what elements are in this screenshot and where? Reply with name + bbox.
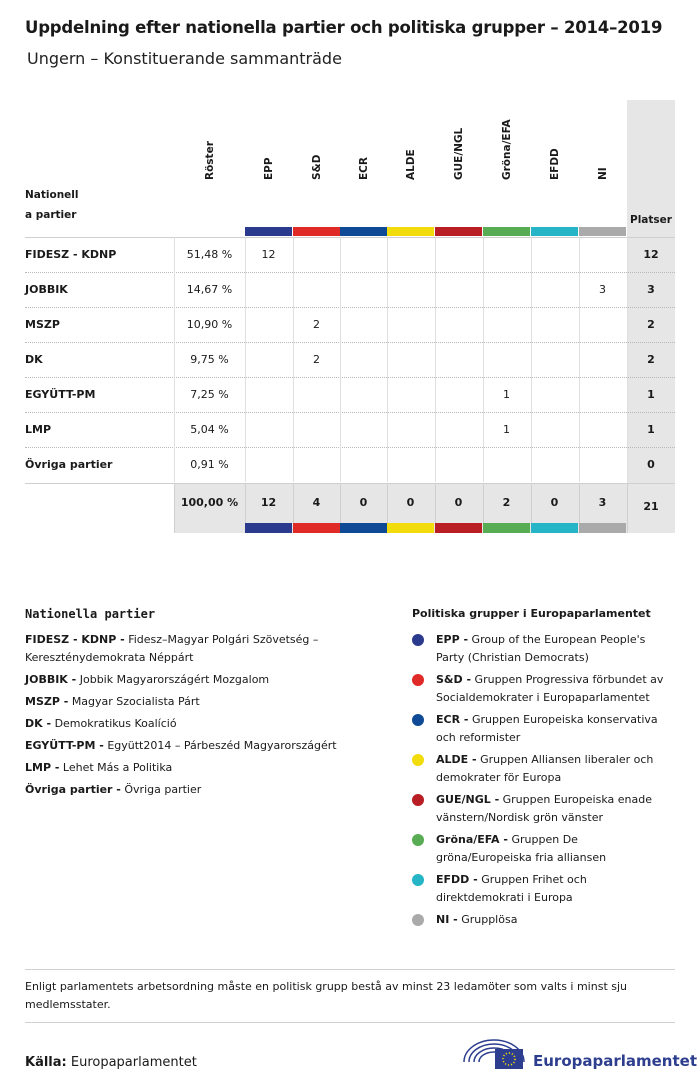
group-full-name: Gruppen Progressiva förbundet av Socialdemokrater i Europaparlamentet [436,673,664,704]
group-legend-text [436,671,676,707]
cell-divider [293,272,294,307]
party-seats: 1 [647,423,655,436]
cell-divider [387,307,388,342]
party-full-name: Övriga partier [124,783,202,796]
group-full-name: Gruppen Europeiska enade vänstern/Nordisk grön vänster [436,793,652,824]
cell-divider [483,412,484,447]
cell-divider [579,307,580,342]
cell-divider [627,272,628,307]
cell-divider [531,412,532,447]
cell-divider [245,307,246,342]
cell-divider [293,412,294,447]
cell-divider [579,412,580,447]
cell-divider [627,447,628,482]
seat-cell: 12 [261,248,276,261]
total-seat-cell: 3 [598,496,607,509]
cell-divider [245,237,246,272]
divider [25,969,675,970]
cell-divider [627,307,628,342]
national-parties-header [25,185,79,225]
group-header-sd: S&D [311,154,323,180]
group-full-name: Gruppen Frihet och direktdemokrati i Europa [436,873,587,904]
cell-divider [340,307,341,342]
european-parliament-logo [460,1032,698,1072]
seat-cell: 1 [503,388,510,401]
cell-divider [627,342,628,377]
party-name: Övriga partier [25,458,113,471]
group-legend-item [412,871,677,907]
cell-divider [387,237,388,272]
divider [25,1022,675,1023]
party-votes: 0,91 % [190,458,229,471]
cell-divider [387,447,388,482]
cell-divider [579,342,580,377]
cell-divider [483,447,484,482]
group-legend-text [436,631,676,667]
page-title: Uppdelning efter nationella partier och politiska grupper – 2014–2019 [25,18,663,37]
cell-divider [531,237,532,272]
party-votes: 51,48 % [186,248,233,261]
cell-divider [245,272,246,307]
cell-divider [483,377,484,412]
group-color-bar [340,523,387,533]
national-party-legend-item [25,715,355,733]
row-separator [25,307,675,308]
cell-divider [340,342,341,377]
group-legend-text [436,711,676,747]
group-full-name: Gruppen De gröna/Europeiska fria alliansen [436,833,607,864]
row-separator [25,377,675,378]
group-color-bar [579,523,626,533]
party-full-name: Lehet Más a Politika [62,761,173,774]
cell-divider [293,342,294,377]
cell-divider [293,307,294,342]
party-abbr: DK - [25,717,52,730]
cell-divider [435,307,436,342]
group-legend-text [436,831,676,867]
party-full-name: Magyar Szocialista Párt [71,695,200,708]
seats-header: Platser [630,214,672,226]
seat-cell: 2 [313,318,320,331]
cell-divider [531,307,532,342]
group-full-name: Gruppen Alliansen liberaler och demokrater för Europa [436,753,654,784]
cell-divider [435,272,436,307]
party-abbr: EGYÜTT-PM - [25,739,104,752]
cell-divider [483,342,484,377]
group-color-dot-icon [412,634,424,646]
national-parties-legend-title: Nationella partier [25,607,156,621]
cell-divider [387,342,388,377]
total-seat-cell: 0 [454,496,463,509]
cell-divider [174,237,175,272]
cell-divider [174,307,175,342]
national-party-legend-item [25,781,355,799]
party-full-name: Fidesz–Magyar Polgári Szövetség – Kereszténydemokrata Néppárt [25,633,319,664]
group-header-alde: ALDE [405,149,417,180]
cell-divider [531,447,532,482]
row-separator [25,272,675,273]
results-table [25,100,675,533]
cell-divider [435,342,436,377]
group-legend-item [412,911,677,947]
total-seat-cell: 0 [406,496,415,509]
group-legend-item [412,671,677,707]
party-abbr: Övriga partier - [25,783,121,796]
group-abbr: NI - [436,913,458,926]
group-header-grnaefa: Gröna/EFA [501,119,513,180]
group-header-ecr: ECR [358,157,370,180]
group-full-name: Group of the European People's Party (Christian Democrats) [436,633,646,664]
cell-divider [579,447,580,482]
cell-divider [245,447,246,482]
party-name: LMP [25,423,52,436]
party-full-name: Jobbik Magyarországért Mozgalom [79,673,270,686]
group-abbr: GUE/NGL - [436,793,500,806]
group-color-dot-icon [412,914,424,926]
party-seats: 12 [643,248,659,261]
party-abbr: LMP - [25,761,60,774]
source-value: Europaparlamentet [70,1055,197,1070]
group-legend-item [412,711,677,747]
national-party-legend-item [25,759,355,777]
cell-divider [245,377,246,412]
total-seat-cell: 4 [312,496,321,509]
group-header-efdd: EFDD [549,148,561,180]
group-abbr: Gröna/EFA - [436,833,508,846]
cell-divider [483,237,484,272]
cell-divider [293,237,294,272]
group-color-bar [435,523,482,533]
party-votes: 14,67 % [186,283,233,296]
group-color-bar [245,227,292,236]
cell-divider [579,272,580,307]
cell-divider [531,377,532,412]
group-color-dot-icon [412,874,424,886]
total-seats: 21 [643,500,659,513]
cell-divider [293,377,294,412]
cell-divider [245,342,246,377]
cell-divider [387,412,388,447]
party-full-name: Demokratikus Koalíció [54,717,177,730]
footnote: Enligt parlamentets arbetsordning måste en politisk grupp bestå av minst 23 ledamöter som valts i minst sju medlemsstater. [25,980,628,1011]
logo-text: Europaparlamentet [533,1052,698,1070]
cell-divider [340,377,341,412]
cell-divider [579,237,580,272]
group-header-guengl: GUE/NGL [453,127,465,180]
cell-divider [340,447,341,482]
group-color-dot-icon [412,674,424,686]
national-parties-header-line2: a partier [25,209,77,221]
party-name: MSZP [25,318,60,331]
total-seat-cell: 2 [502,496,511,509]
group-full-name: Grupplösa [461,913,518,926]
group-color-dot-icon [412,754,424,766]
cell-divider [245,412,246,447]
total-seat-cell: 0 [550,496,559,509]
party-votes: 5,04 % [190,423,229,436]
group-color-bar [435,227,482,236]
group-color-bar [483,227,530,236]
group-full-name: Gruppen Europeiska konservativa och reformister [436,713,658,744]
party-name: DK [25,353,43,366]
national-party-legend-item [25,671,355,689]
row-separator [25,412,675,413]
cell-divider [174,342,175,377]
party-abbr: FIDESZ - KDNP - [25,633,125,646]
cell-divider [387,272,388,307]
national-party-legend-item [25,631,355,667]
cell-divider [340,237,341,272]
party-abbr: JOBBIK - [25,673,77,686]
seat-cell: 3 [599,283,606,296]
row-separator [25,342,675,343]
national-parties-header-line1: Nationell [25,189,79,201]
group-color-bar [293,227,340,236]
party-votes: 7,25 % [190,388,229,401]
total-votes: 100,00 % [180,496,239,509]
group-legend-item [412,751,677,787]
party-seats: 1 [647,388,655,401]
group-abbr: EPP - [436,633,469,646]
cell-divider [579,377,580,412]
parliament-hemicycle-icon [460,1032,530,1072]
seat-cell: 2 [313,353,320,366]
page-subtitle: Ungern – Konstituerande sammanträde [27,49,342,68]
group-color-dot-icon [412,834,424,846]
party-votes: 10,90 % [186,318,233,331]
cell-divider [340,272,341,307]
source-label: Källa: [25,1055,67,1070]
group-color-bar [531,523,578,533]
group-color-bar [531,227,578,236]
group-legend-item [412,831,677,867]
header-rule [25,237,675,238]
cell-divider [627,377,628,412]
cell-divider [531,342,532,377]
group-color-bar [245,523,292,533]
group-legend-text [436,911,676,929]
group-color-bar [387,523,434,533]
group-legend-item [412,631,677,667]
party-name: FIDESZ - KDNP [25,248,117,261]
party-votes: 9,75 % [190,353,229,366]
group-legend-item [412,791,677,827]
cell-divider [483,272,484,307]
group-abbr: ALDE - [436,753,477,766]
party-seats: 3 [647,283,655,296]
group-legend-text [436,751,676,787]
groups-legend-title: Politiska grupper i Europaparlamentet [412,607,651,620]
totals-rule [25,483,675,484]
cell-divider [174,377,175,412]
cell-divider [174,412,175,447]
party-seats: 2 [647,318,655,331]
party-name: JOBBIK [25,283,68,296]
votes-header: Röster [204,141,216,180]
cell-divider [435,237,436,272]
party-seats: 0 [647,458,655,471]
cell-divider [627,237,628,272]
party-full-name: Együtt2014 – Párbeszéd Magyarországért [107,739,337,752]
total-seat-cell: 12 [260,496,277,509]
cell-divider [435,412,436,447]
cell-divider [340,412,341,447]
group-color-dot-icon [412,794,424,806]
group-abbr: ECR - [436,713,469,726]
national-party-legend-item [25,693,355,711]
group-color-bar [340,227,387,236]
party-abbr: MSZP - [25,695,69,708]
group-color-bar [387,227,434,236]
cell-divider [435,447,436,482]
group-abbr: S&D - [436,673,472,686]
cell-divider [531,272,532,307]
source-line [25,1055,197,1070]
group-color-bar [579,227,626,236]
group-color-dot-icon [412,714,424,726]
cell-divider [387,377,388,412]
group-color-bar [483,523,530,533]
group-color-bar [293,523,340,533]
party-seats: 2 [647,353,655,366]
cell-divider [483,307,484,342]
cell-divider [435,377,436,412]
group-header-epp: EPP [263,157,275,180]
cell-divider [293,447,294,482]
row-separator [25,447,675,448]
party-name: EGYÜTT-PM [25,388,96,401]
group-legend-text [436,791,676,827]
total-seat-cell: 0 [359,496,368,509]
group-abbr: EFDD - [436,873,478,886]
group-legend-text [436,871,676,907]
group-header-ni: NI [597,167,609,180]
cell-divider [174,272,175,307]
seat-cell: 1 [503,423,510,436]
national-party-legend-item [25,737,355,755]
cell-divider [174,447,175,482]
cell-divider [627,412,628,447]
